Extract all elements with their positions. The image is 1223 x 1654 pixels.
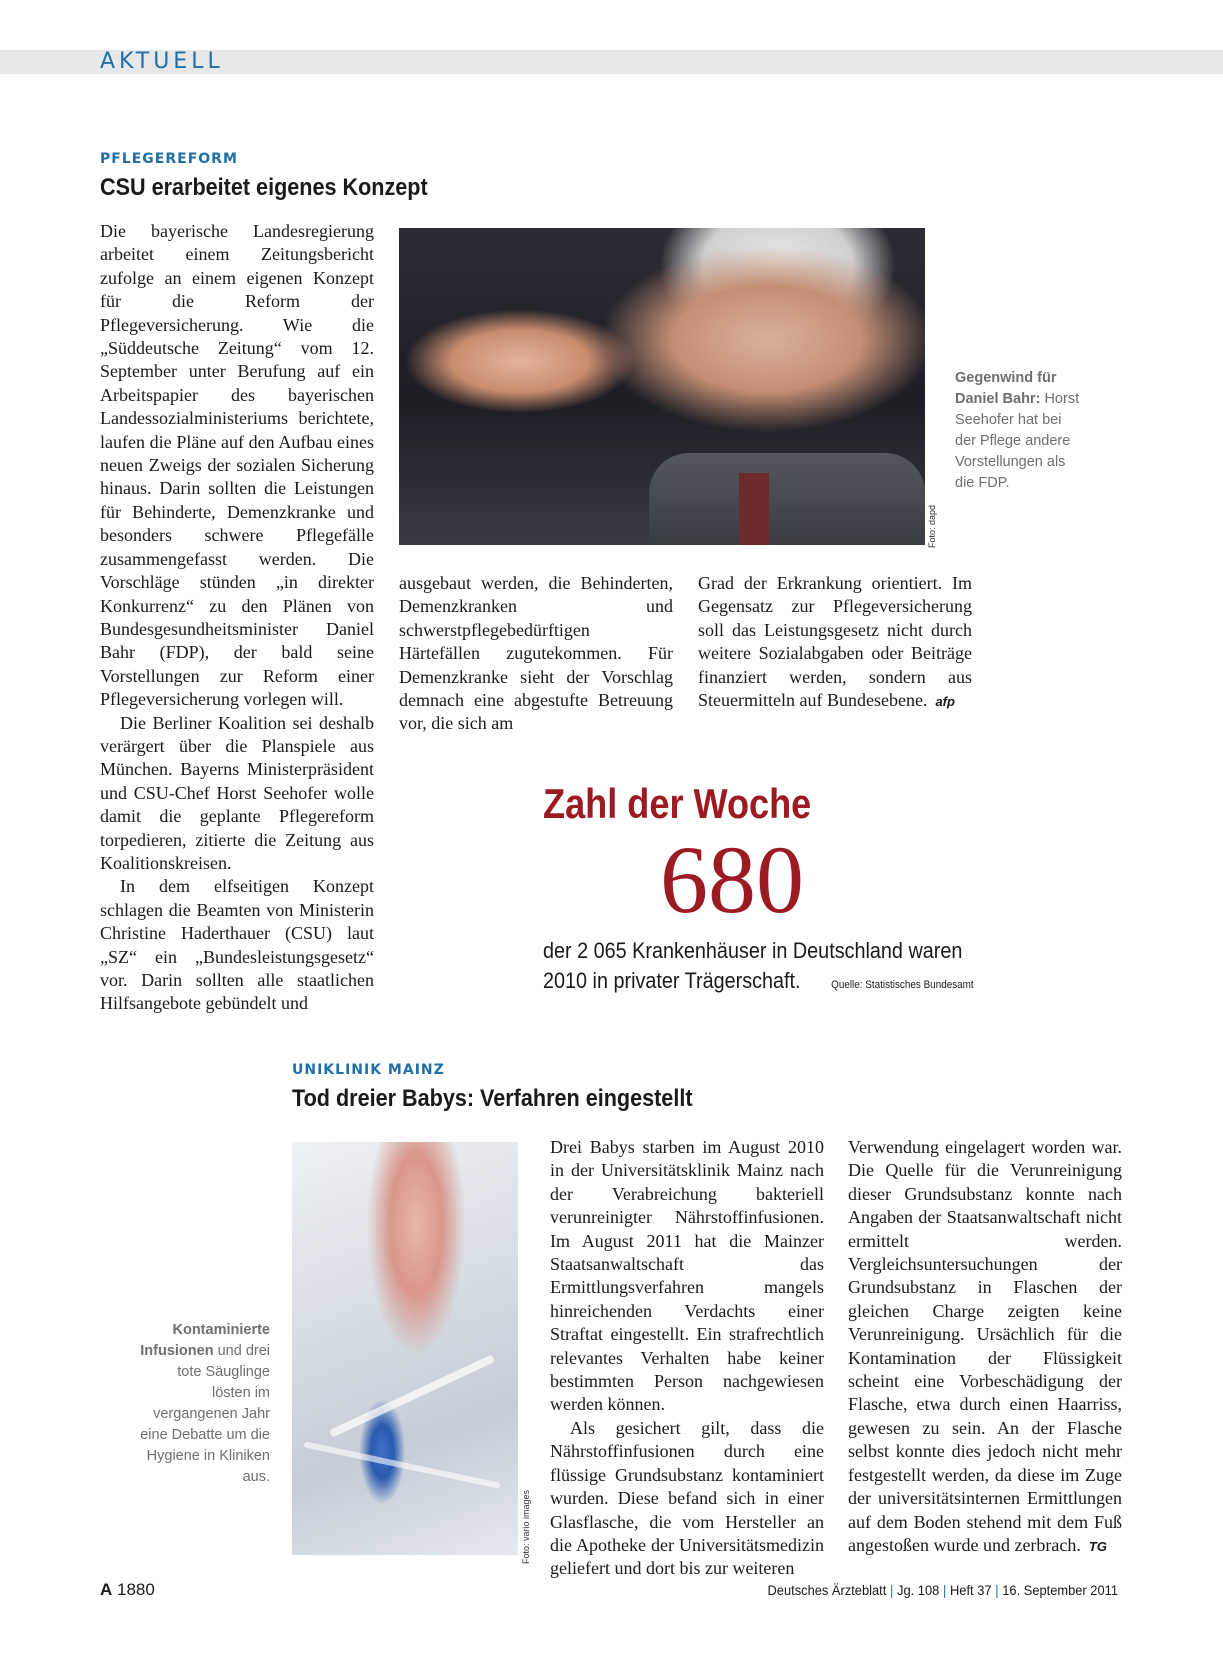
- article2-caption: [140, 1320, 270, 1488]
- date: 16. September 2011: [1002, 1582, 1118, 1598]
- paragraph: ausgebaut werden, die Behinderten, Demenzkranken und schwerstpflegebedürftigen Härtefällen zugutekommen. Für Demenzkranke sieht der Vorschlag demnach eine abgestufte Betreuung vor, die sich am: [399, 573, 673, 734]
- paragraph: Die Berliner Koalition sei deshalb verärgert über die Planspiele aus München. Bayerns Ministerpräsident und CSU-Chef Horst Seehofer wolle damit die geplante Pflegereform torpedieren, zitierte die Zeitung aus Koalitionskreisen.: [100, 712, 374, 873]
- infusion-baby-photo: [292, 1142, 518, 1555]
- issue: Heft 37: [949, 1582, 992, 1598]
- journal-name: Deutsches Ärzteblatt: [767, 1582, 887, 1598]
- zdw-line-1: der 2 065 Krankenhäuser in Deutschland waren: [543, 938, 963, 963]
- page-prefix: A: [100, 1580, 113, 1599]
- article2-column-1: [550, 1136, 824, 1581]
- separator: |: [995, 1582, 999, 1598]
- zahl-der-woche-title: Zahl der Woche: [543, 780, 812, 827]
- article1-kicker: PFLEGEREFORM: [100, 151, 238, 167]
- paragraph: In dem elfseitigen Konzept schlagen die Beamten von Ministerin Christine Haderthauer (CSU) laut „SZ“ ein „Bundesleistungsgesetz“ vor. Darin sollten alle staatlichen Hilfsangebote gebündelt und: [100, 876, 374, 1014]
- caption-text: und drei tote Säuglinge lösten im vergangenen Jahr eine Debatte um die Hygiene in Kliniken aus.: [140, 1343, 270, 1485]
- section-label: AKTUELL: [100, 49, 224, 74]
- article2-headline: Tod dreier Babys: Verfahren eingestellt: [292, 1085, 693, 1112]
- article1-headline: CSU erarbeitet eigenes Konzept: [100, 174, 428, 201]
- photo-credit: Foto: vario images: [521, 1490, 531, 1565]
- footer-publication: [767, 1582, 1118, 1598]
- article1-column-3: [698, 572, 972, 713]
- paragraph: [848, 1136, 1122, 1558]
- caption-bold: Gegenwind für Daniel Bahr:: [955, 370, 1057, 407]
- article2-column-2: [848, 1136, 1122, 1558]
- photo-tube-shape: [304, 1441, 501, 1488]
- volume: Jg. 108: [897, 1582, 940, 1598]
- caption-text: Horst Seehofer hat bei der Pflege andere Vorstellungen als die FDP.: [955, 391, 1080, 491]
- zahl-der-woche-number: 680: [660, 826, 804, 933]
- paragraph: Als gesichert gilt, dass die Nährstoffinfusionen durch eine flüssige Grundsubstanz kontaminiert wurden. Diese befand sich in einer Glasflasche, die vom Hersteller an die Apotheke der Universitätsmedizin geliefert und dort bis zur weiteren: [550, 1417, 824, 1579]
- paragraph-text: Verwendung eingelagert worden war. Die Quelle für die Verunreinigung dieser Grundsubstanz konnte nach Angaben der Staatsanwaltschaft nicht ermittelt werden. Vergleichsuntersuchungen der Grundsubstanz in Flaschen der gleichen Charge zeigten keine Verunreinigung. Ursächlich für die Kontamination der Flüssigkeit scheint eine Vorbeschädigung der Flasche, etwa durch einen Haarriss, gewesen zu sein. An der Flasche selbst konnte dies jedoch nicht mehr festgestellt werden, da diese im Zuge der universitätsinternen Ermittlungen auf dem Boden stehend mit dem Fuß angestoßen wurde und zerbrach.: [848, 1137, 1122, 1555]
- article1-source: afp: [935, 694, 955, 710]
- zahl-der-woche-text: [543, 936, 974, 1000]
- zdw-line-2-text: 2010 in privater Trägerschaft.: [543, 968, 801, 993]
- photo-suit-shape: [649, 453, 925, 545]
- article1-column-2: [399, 572, 673, 736]
- article1-column-1: [100, 220, 374, 1016]
- paragraph-text: Grad der Erkrankung orientiert. Im Gegensatz zur Pflegeversicherung soll das Leistungsgesetz nicht durch weitere Sozialabgaben oder Beiträge finanziert werden, sondern aus Steuermitteln auf Bundesebene.: [698, 573, 972, 711]
- article2-source: TG: [1088, 1538, 1107, 1554]
- paragraph: Die bayerische Landesregierung arbeitet einem Zeitungsbericht zufolge an einem eigenen Konzept für die Reform der Pflegeversicherung. Wie die „Süddeutsche Zeitung“ vom 12. September unter Berufung auf ein Arbeitspapier des bayerischen Landessozialministeriums berichtete, laufen die Pläne auf den Aufbau eines neuen Zweigs der sozialen Sicherung hinaus. Darin sollten die Leistungen für Behinderte, Demenzkranke und besonders schwere Pflegefälle zusammengefasst werden. Die Vorschläge stünden „in direkter Konkurrenz“ zu den Plänen von Bundesgesundheitsminister Daniel Bahr (FDP), der bald seine Vorstellungen zur Reform einer Pflegeversicherung vorlegen will.: [100, 221, 374, 710]
- zdw-line-2: [543, 966, 974, 1000]
- paragraph: Drei Babys starben im August 2010 in der Universitätsklinik Mainz nach der Verabreichung bakteriell verunreinigter Nährstoffinfusionen. Im August 2011 hat die Mainzer Staatsanwaltschaft das Ermittlungsverfahren mangels hinreichenden Verdachts einer Straftat eingestellt. Ein strafrechtlich relevantes Verhalten habe keiner bestimmten Person nachgewiesen werden können.: [550, 1137, 824, 1415]
- photo-credit: Foto: dapd: [927, 505, 937, 549]
- article1-caption: [955, 368, 1085, 494]
- photo-tube-shape: [329, 1354, 496, 1437]
- article2-kicker: UNIKLINIK MAINZ: [292, 1062, 445, 1078]
- caption-bold: Kontaminierte Infusionen: [140, 1322, 270, 1359]
- seehofer-photo: [399, 228, 925, 545]
- paragraph: [698, 572, 972, 713]
- zdw-source: Quelle: Statistisches Bundesamt: [831, 979, 974, 991]
- separator: |: [889, 1582, 894, 1598]
- page-number-value: 1880: [117, 1580, 155, 1599]
- separator: |: [942, 1582, 947, 1598]
- photo-tie-shape: [739, 473, 769, 545]
- page-number: [100, 1580, 155, 1600]
